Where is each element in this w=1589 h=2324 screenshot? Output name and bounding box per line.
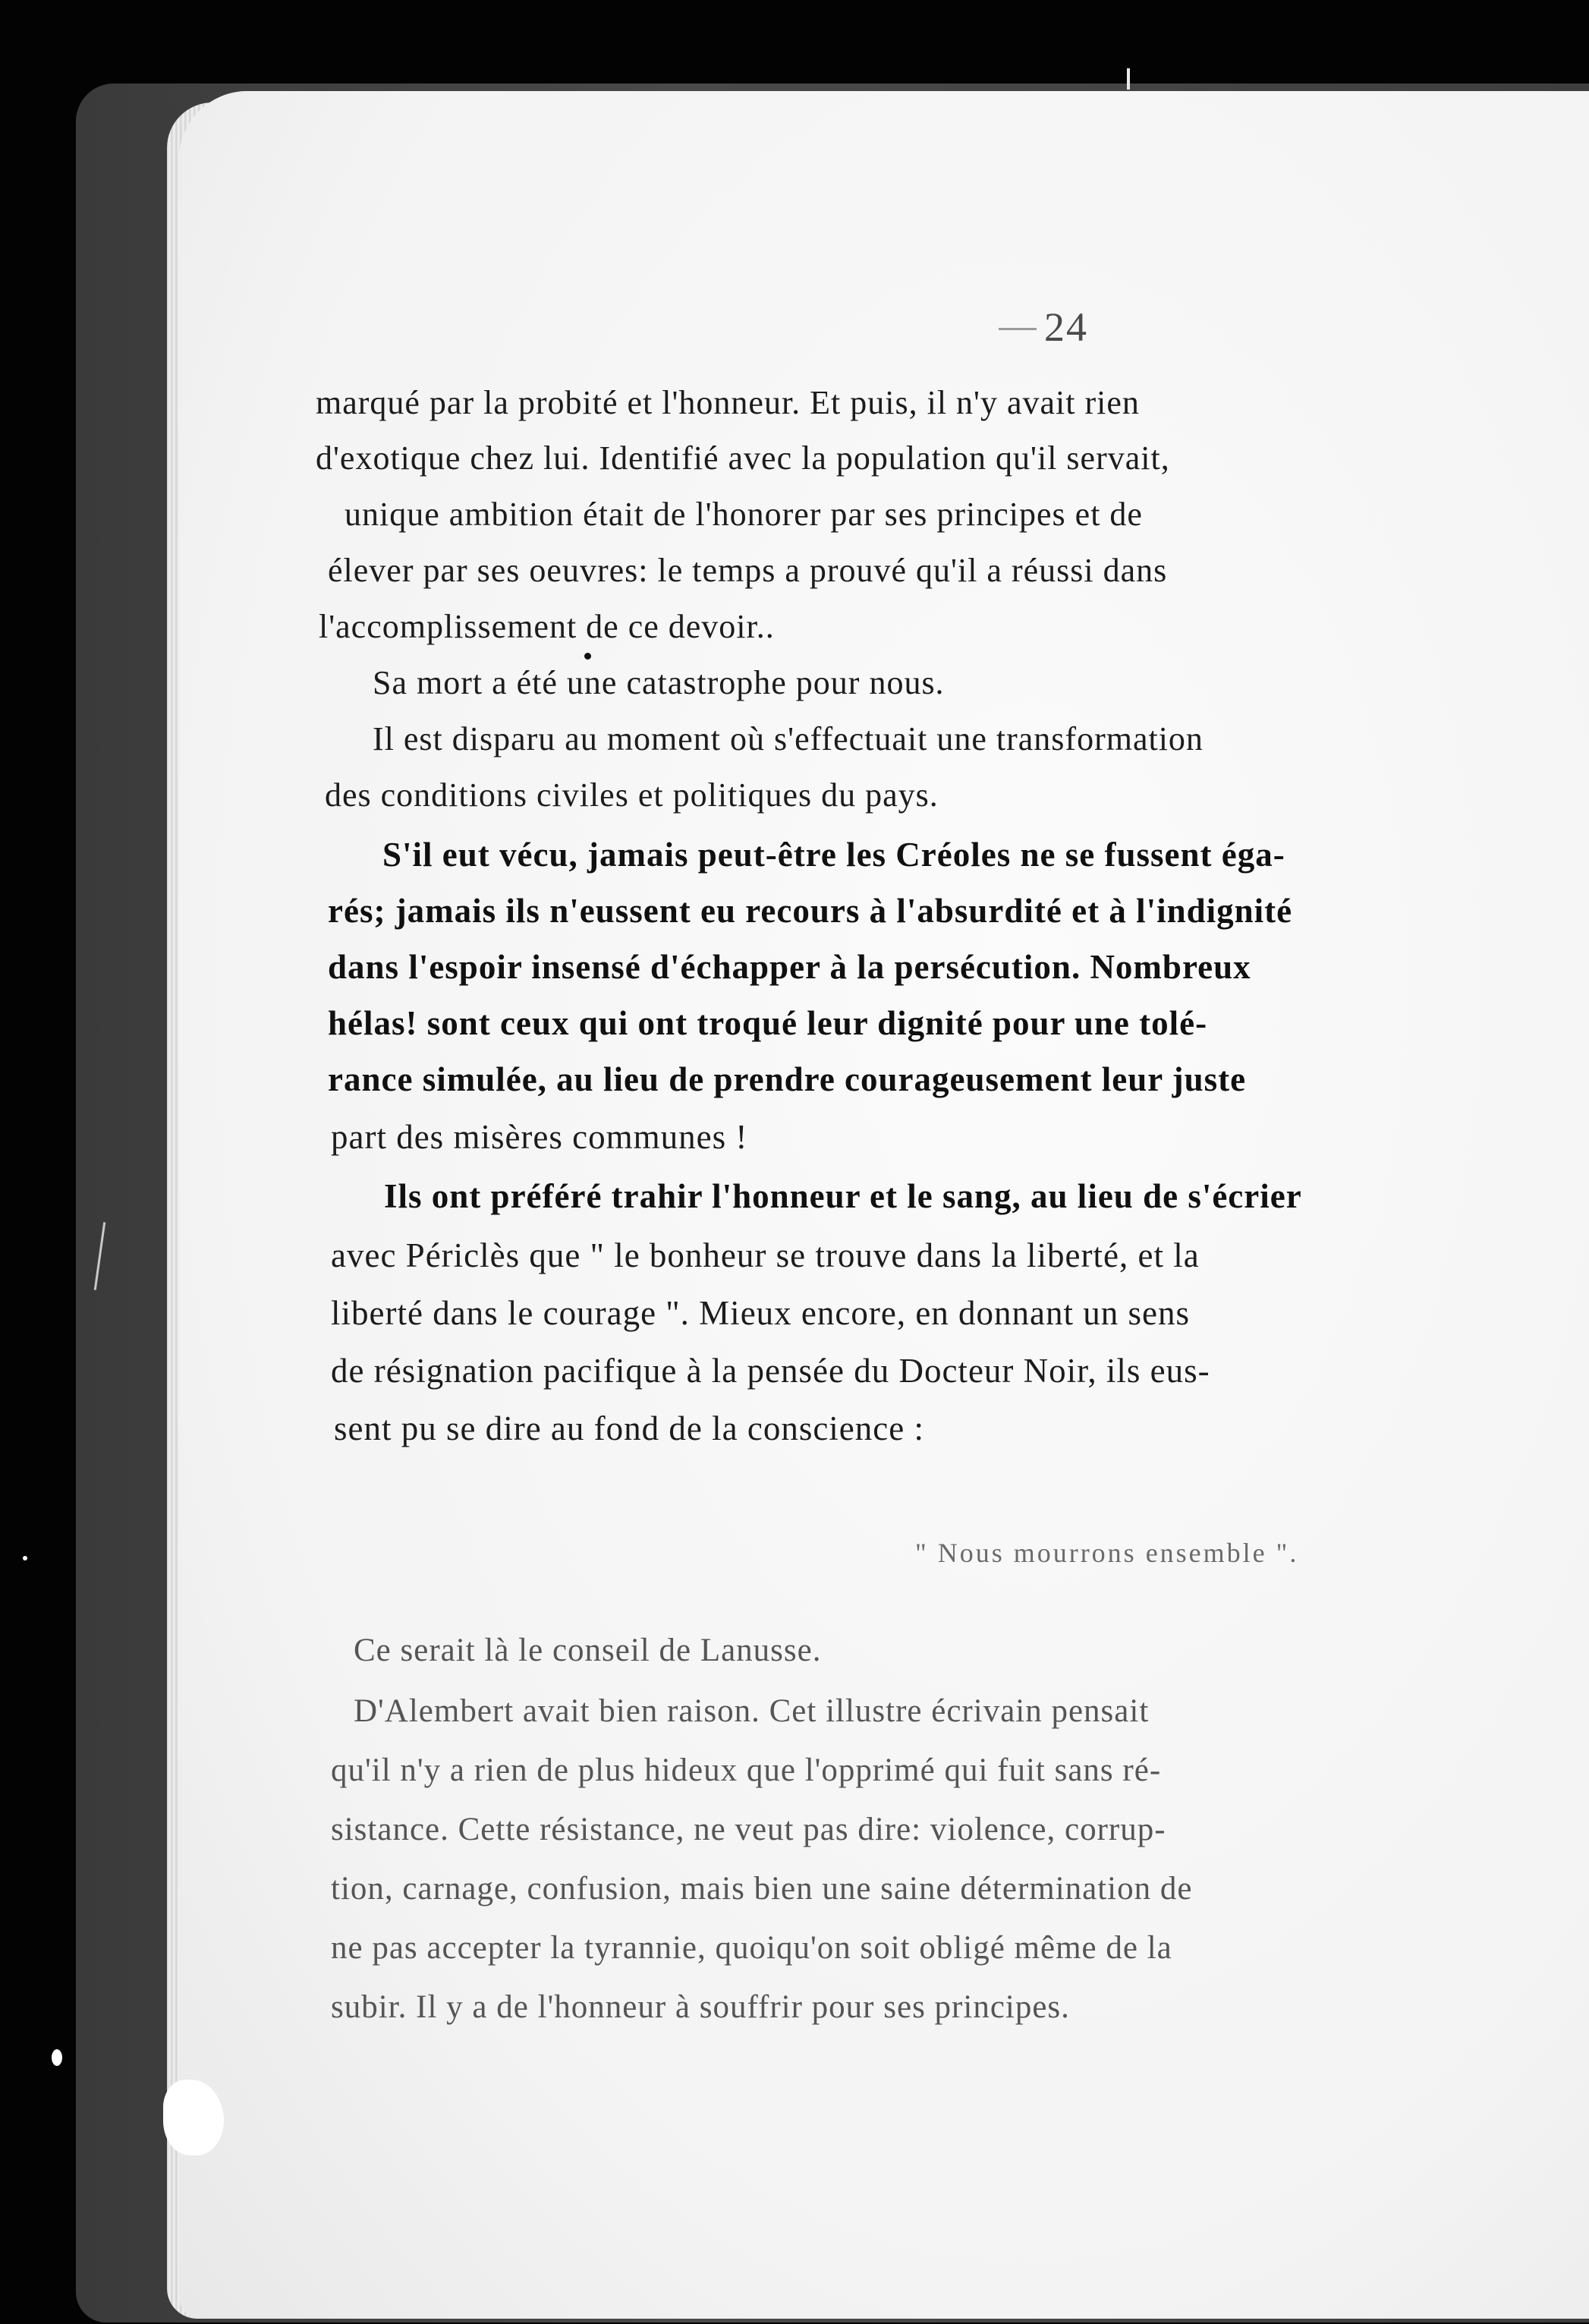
text-line: Sa mort a été une catastrophe pour nous. [373, 664, 945, 701]
text-line: unique ambition était de l'honorer par ses principes et de [345, 496, 1143, 533]
text-line: rance simulée, au lieu de prendre courageusement leur juste [328, 1060, 1247, 1098]
text-line: qu'il n'y a rien de plus hideux que l'opprimé qui fuit sans ré- [331, 1752, 1162, 1788]
text-line: D'Alembert avait bien raison. Cet illustre écrivain pensait [354, 1693, 1150, 1729]
text-line: S'il eut vécu, jamais peut-être les Créoles ne se fussent éga- [382, 836, 1285, 874]
quotation: " Nous mourrons ensemble ". [915, 1538, 1299, 1568]
text-line: rés; jamais ils n'eussent eu recours à l'absurdité et à l'indignité [328, 892, 1293, 930]
scratch-mark [1127, 68, 1130, 90]
text-line: sistance. Cette résistance, ne veut pas dire: violence, corrup- [331, 1812, 1166, 1847]
text-line: liberté dans le courage ". Mieux encore, en donnant un sens [331, 1294, 1191, 1332]
text-line: de résignation pacifique à la pensée du Docteur Noir, ils eus- [331, 1352, 1210, 1390]
dust-speck [52, 2049, 62, 2066]
dust-speck [584, 653, 591, 660]
book-page [179, 91, 1589, 2319]
text-line: tion, carnage, confusion, mais bien une saine détermination de [331, 1871, 1193, 1907]
text-line: avec Périclès que " le bonheur se trouve dans la liberté, et la [331, 1236, 1200, 1274]
text-line: Il est disparu au moment où s'effectuait une transformation [373, 720, 1204, 757]
text-line: Ce serait là le conseil de Lanusse. [354, 1633, 822, 1668]
page-number: 24 [1044, 304, 1088, 350]
text-line: marqué par la probité et l'honneur. Et puis, il n'y avait rien [316, 384, 1140, 421]
text-line: part des misères communes ! [331, 1118, 748, 1156]
text-line: l'accomplissement de ce devoir.. [319, 608, 775, 645]
text-line: d'exotique chez lui. Identifié avec la population qu'il servait, [316, 439, 1170, 477]
text-line: subir. Il y a de l'honneur à souffrir pour ses principes. [331, 1989, 1070, 2025]
closing-text [179, 91, 1589, 2319]
text-line: des conditions civiles et politiques du pays. [325, 776, 939, 814]
text-line: hélas! sont ceux qui ont troqué leur dignité pour une tolé- [328, 1004, 1208, 1042]
text-line: Ils ont préféré trahir l'honneur et le sang, au lieu de s'écrier [384, 1177, 1302, 1215]
dust-speck [23, 1556, 27, 1560]
text-line: élever par ses oeuvres: le temps a prouvé qu'il a réussi dans [328, 552, 1168, 589]
text-line: ne pas accepter la tyrannie, quoiqu'on soit obligé même de la [331, 1930, 1172, 1966]
text-line: dans l'espoir insensé d'échapper à la persécution. Nombreux [328, 948, 1251, 986]
text-line: sent pu se dire au fond de la conscience : [334, 1409, 924, 1447]
